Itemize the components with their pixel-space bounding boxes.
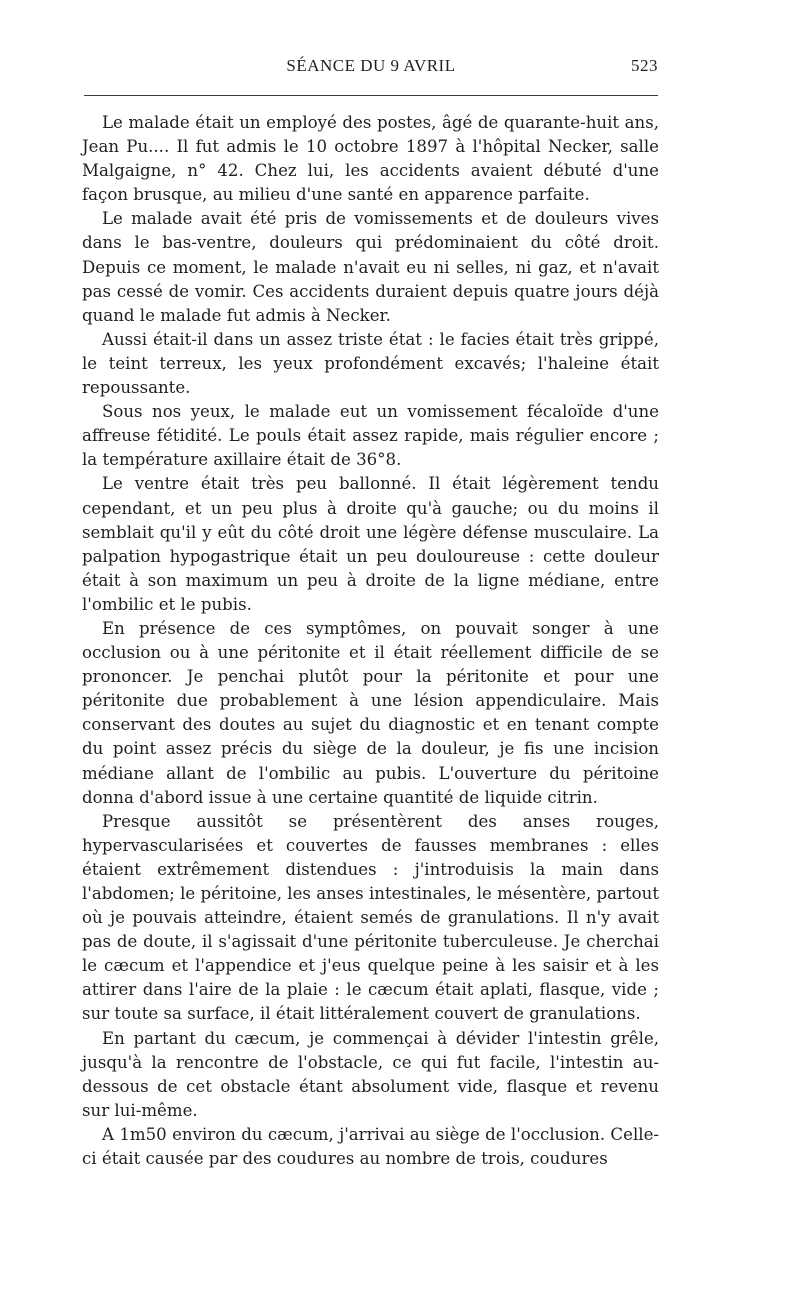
paragraph-3: Aussi était-il dans un assez triste état : le facies était très grippé, le teint terreux, les yeux profondément excavés; l'haleine était repoussante. [82,329,659,398]
paragraph-5: Le ventre était très peu ballonné. Il était légèrement tendu cependant, et un peu plus à droite qu'à gauche; ou du moins il semblait qu'il y eût du côté droit une légère défense musculaire. La palpation hypogastrique était un peu douloureuse : cette douleur était à son maximum un peu à droite de la ligne médiane, entre l'ombilic et le pubis. [82,474,659,614]
paragraph-2: Le malade avait été pris de vomissements et de douleurs vives dans le bas-ventre, douleurs qui prédominaient du côté droit. Depuis ce moment, le malade n'avait eu ni selles, ni gaz, et n'avait pas cessé de vomir. Ces accidents duraient depuis quatre jours déjà quand le malade fut admis à Necker. [82,209,659,325]
body-text [82,111,659,1171]
running-title: SÉANCE DU 9 AVRIL [286,56,456,75]
paragraph-6: En présence de ces symptômes, on pouvait songer à une occlusion ou à une péritonite et il était réellement difficile de se prononcer. Je penchai plutôt pour la péritonite et pour une péritonite due probablement à une lésion appendiculaire. Mais conservant des doutes au sujet du diagnostic et en tenant compte du point assez précis du siège de la douleur, je fis une incision médiane allant de l'ombilic au pubis. L'ouverture du péritoine donna d'abord issue à une certaine quantité de liquide citrin. [82,618,659,807]
running-header [84,52,658,80]
paragraph-1: Le malade était un employé des postes, âgé de quarante-huit ans, Jean Pu.... Il fut admis le 10 octobre 1897 à l'hôpital Necker, salle Malgaigne, n° 42. Chez lui, les accidents avaient débuté d'une façon brusque, au milieu d'une santé en apparence parfaite. [82,113,659,205]
page-number: 523 [631,56,658,75]
paragraph-8: En partant du cæcum, je commençai à dévider l'intestin grêle, jusqu'à la rencontre de l'obstacle, ce qui fut facile, l'intestin au-dessous de cet obstacle étant absolument vide, flasque et revenu sur lui-même. [82,1028,659,1120]
paragraph-9: A 1m50 environ du cæcum, j'arrivai au siège de l'occlusion. Celle-ci était causée par des coudures au nombre de trois, coudures [82,1124,659,1169]
header-rule [84,95,658,96]
paragraph-4: Sous nos yeux, le malade eut un vomissement fécaloïde d'une affreuse fétidité. Le pouls était assez rapide, mais régulier encore ; la température axillaire était de 36°8. [82,402,659,470]
paragraph-7: Presque aussitôt se présentèrent des anses rouges, hypervascularisées et couvertes de fausses membranes : elles étaient extrêmement distendues : j'introduisis la main dans l'abdomen; le péritoine, les anses intestinales, le mésentère, partout où je pouvais atteindre, étaient semés de granulations. Il n'y avait pas de doute, il s'agissait d'une péritonite tuberculeuse. Je cherchai le cæcum et l'appendice et j'eus quelque peine à les saisir et à les attirer dans l'aire de la plaie : le cæcum était aplati, flasque, vide ; sur toute sa surface, il était littéralement couvert de granulations. [82,811,659,1024]
